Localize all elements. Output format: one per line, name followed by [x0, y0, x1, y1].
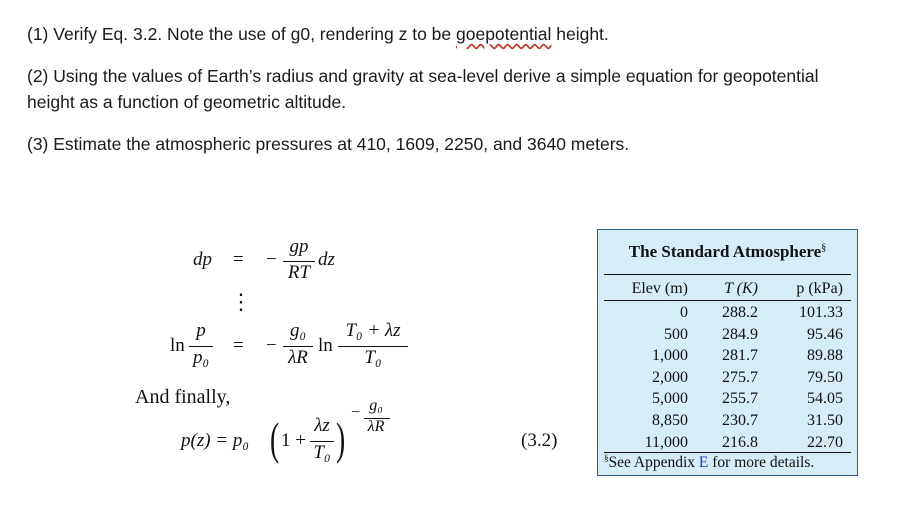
table-header-rule — [604, 300, 851, 301]
eq2-arg-den: T₀ — [364, 347, 382, 368]
header-temp: T (K) — [724, 280, 758, 297]
table-cell-pressure: 95.46 — [807, 325, 843, 343]
table-title-mark: § — [821, 242, 827, 254]
question-2-line-1: (2) Using the values of Earth’s radius and gravity at sea-level derive a simple equation for geopotential — [27, 66, 819, 86]
eq1-den: RT — [287, 262, 311, 283]
table-cell-temp: 281.7 — [722, 347, 758, 365]
table-cell-elev: 8,850 — [652, 411, 688, 429]
table-cell-pressure: 22.70 — [807, 433, 843, 451]
final-paren-close: ) — [336, 413, 346, 464]
eq1-lhs: dp — [193, 249, 212, 270]
eq2-coef-num: g₀ — [289, 320, 307, 341]
final-one-plus: 1 + — [281, 430, 306, 451]
and-finally-text: And finally, — [135, 386, 231, 408]
temp-values — [696, 302, 758, 453]
eq1-tail: dz — [318, 249, 335, 270]
appendix-link[interactable]: E — [698, 454, 709, 472]
question-1-end: height. — [551, 24, 609, 44]
table-cell-pressure: 79.50 — [807, 368, 843, 386]
final-exp-minus: − — [351, 404, 361, 421]
eq2-equals: = — [233, 335, 244, 356]
table-top-rule — [604, 274, 851, 275]
table-cell-temp: 230.7 — [722, 411, 758, 429]
standard-atmosphere-table — [597, 229, 858, 476]
eq2-num: p — [196, 320, 206, 341]
question-2 — [27, 63, 877, 115]
table-footnote — [604, 453, 814, 472]
eq1-equals: = — [233, 249, 244, 270]
eq2-arg-num: T₀ + λz — [345, 320, 401, 341]
table-cell-pressure: 89.88 — [807, 347, 843, 365]
eq2-coef-den: λR — [288, 347, 308, 368]
final-exp-num: g₀ — [369, 397, 383, 414]
footnote-text: See Appendix — [608, 454, 699, 472]
final-inner-num: λz — [314, 415, 330, 436]
table-cell-pressure: 101.33 — [799, 304, 843, 321]
column-elev — [608, 278, 688, 300]
column-temp — [696, 278, 758, 300]
question-2-line-2: height as a function of geometric altitude. — [27, 92, 347, 112]
final-exp-den: λR — [367, 418, 385, 435]
eq2-ln: ln — [170, 335, 185, 356]
final-inner-den: T₀ — [313, 442, 331, 463]
table-cell-elev: 500 — [664, 325, 688, 343]
header-pressure: p (kPa) — [796, 280, 843, 297]
table-cell-elev: 1,000 — [652, 347, 688, 365]
table-cell-elev: 2,000 — [652, 368, 688, 386]
header-elev: Elev (m) — [631, 280, 688, 297]
table-title — [598, 242, 857, 262]
spelling-flagged-word[interactable]: goepotential — [456, 24, 552, 44]
question-1-text: (1) Verify Eq. 3.2. Note the use of g0, rendering z to be — [27, 24, 456, 44]
table-cell-temp: 284.9 — [722, 325, 758, 343]
pressure-values — [766, 302, 843, 453]
question-3: (3) Estimate the atmospheric pressures at 410, 1609, 2250, and 3640 meters. — [27, 134, 630, 154]
table-cell-elev: 5,000 — [652, 390, 688, 408]
table-cell-pressure: 54.05 — [807, 390, 843, 408]
question-1 — [27, 21, 877, 47]
final-lhs: p(z) = p₀ — [181, 430, 249, 451]
footnote-end: for more details. — [708, 454, 815, 472]
eq1-num: gp — [289, 236, 309, 257]
table-title-text: The Standard Atmosphere — [628, 242, 822, 261]
final-paren-open: ( — [270, 413, 280, 464]
table-cell-temp: 275.7 — [722, 368, 758, 386]
table-cell-temp: 216.8 — [722, 433, 758, 451]
eq-vdots: ⋮ — [230, 289, 252, 314]
table-cell-temp: 255.7 — [722, 390, 758, 408]
column-pressure — [766, 278, 843, 300]
eq2-ln2: ln — [318, 335, 333, 356]
eq2-den: p₀ — [192, 347, 210, 368]
equation-number: (3.2) — [521, 430, 558, 451]
table-cell-pressure: 31.50 — [807, 411, 843, 429]
elev-values — [608, 302, 688, 453]
eq1-minus: − — [266, 249, 277, 270]
table-cell-elev: 0 — [680, 304, 688, 321]
footnote-mark: § — [604, 453, 609, 463]
table-cell-temp: 288.2 — [722, 304, 758, 321]
table-cell-elev: 11,000 — [644, 433, 688, 451]
eq2-minus: − — [266, 335, 277, 356]
